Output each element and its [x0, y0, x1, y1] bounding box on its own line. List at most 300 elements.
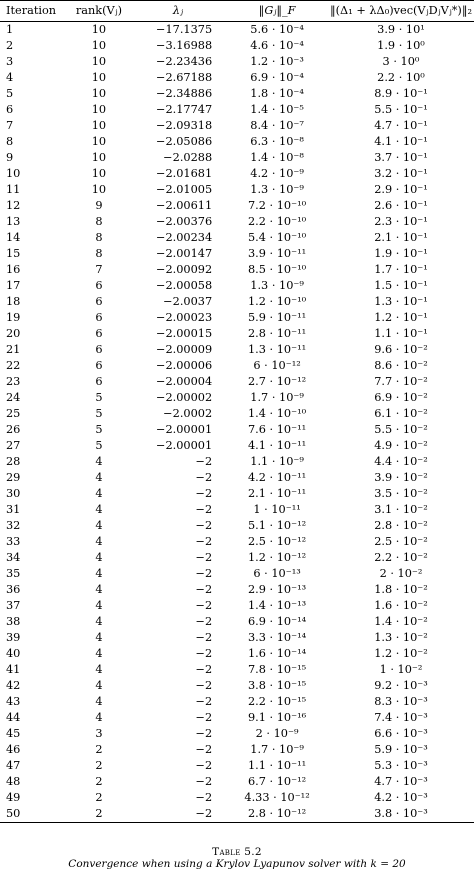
residual-norm-cell: 1.5 · 10⁻¹: [374, 279, 428, 292]
iteration-cell: 30: [6, 487, 21, 500]
g-norm-cell: 6.7 · 10⁻¹²: [248, 775, 307, 788]
lambda-cell: −2.0002: [163, 407, 213, 420]
table-row: [0, 310, 474, 326]
table-row: [0, 246, 474, 262]
lambda-cell: −2.00002: [155, 391, 213, 404]
residual-norm-cell: 3.8 · 10⁻³: [328, 806, 474, 823]
table-row: [0, 662, 474, 678]
iteration-cell: 31: [6, 503, 21, 516]
rank-cell: 4: [95, 567, 103, 580]
lambda-cell: −2.00611: [155, 199, 213, 212]
g-norm-cell: 1 · 10⁻¹¹: [253, 503, 301, 516]
table-caption-text: Convergence when using a Krylov Lyapunov solver with k = 20: [68, 858, 406, 870]
g-norm-cell: 6.9 · 10⁻¹⁴: [248, 615, 307, 628]
rank-cell: 4: [95, 599, 103, 612]
table-row: [0, 54, 474, 70]
table-row: [0, 534, 474, 550]
residual-norm-cell: 4.2 · 10⁻³: [374, 791, 428, 804]
lambda-cell: −2.00234: [155, 231, 213, 244]
lambda-cell: −2: [195, 711, 213, 724]
lambda-cell: −2: [195, 647, 213, 660]
table-row: [0, 374, 474, 390]
table-row: [0, 182, 474, 198]
residual-norm-cell: 3.1 · 10⁻²: [374, 503, 428, 516]
lambda-cell: −2.00015: [155, 327, 213, 340]
lambda-cell: −2: [195, 791, 213, 804]
iteration-cell: 6: [6, 103, 14, 116]
table-row: [0, 406, 474, 422]
iteration-cell: 23: [6, 375, 21, 388]
table-row: [0, 230, 474, 246]
iteration-cell: 18: [6, 295, 21, 308]
table-row: [0, 566, 474, 582]
table-row: [0, 518, 474, 534]
rank-cell: 10: [91, 119, 107, 132]
g-norm-cell: 5.1 · 10⁻¹²: [248, 519, 307, 532]
table-row: [0, 694, 474, 710]
iteration-cell: 2: [6, 39, 14, 52]
lambda-cell: −2.09318: [155, 119, 213, 132]
lambda-cell: −2: [195, 487, 213, 500]
iteration-cell: 26: [6, 423, 21, 436]
g-norm-cell: 2.2 · 10⁻¹⁵: [248, 695, 307, 708]
rank-cell: 9: [95, 199, 103, 212]
iteration-cell: 29: [6, 471, 21, 484]
iteration-cell: 1: [6, 23, 14, 36]
g-norm-cell: 8.5 · 10⁻¹⁰: [248, 263, 307, 276]
rank-cell: 4: [95, 503, 103, 516]
iteration-cell: 41: [6, 663, 21, 676]
rank-cell: 10: [91, 135, 107, 148]
g-norm-cell: 7.8 · 10⁻¹⁵: [248, 663, 307, 676]
iteration-cell: 44: [6, 711, 21, 724]
lambda-cell: −2.05086: [155, 135, 213, 148]
rank-cell: 6: [95, 375, 103, 388]
table-row: [0, 646, 474, 662]
header-g-norm: ‖Gⱼ‖_F: [226, 1, 328, 22]
header-residual-norm: ‖(Δ₁ + λΔ₀)vec(VⱼDⱼVⱼ*)‖₂: [328, 1, 474, 22]
g-norm-cell: 1.7 · 10⁻⁹: [250, 743, 304, 756]
rank-cell: 3: [95, 727, 103, 740]
residual-norm-cell: 2.6 · 10⁻¹: [374, 199, 428, 212]
g-norm-cell: 2.7 · 10⁻¹²: [248, 375, 307, 388]
iteration-cell: 40: [6, 647, 21, 660]
table-row: [0, 118, 474, 134]
table-row: [0, 470, 474, 486]
lambda-cell: −2: [195, 615, 213, 628]
lambda-cell: −2: [195, 743, 213, 756]
iteration-cell: 32: [6, 519, 21, 532]
g-norm-cell: 5.9 · 10⁻¹¹: [248, 311, 307, 324]
rank-cell: 10: [91, 103, 107, 116]
g-norm-cell: 1.4 · 10⁻⁸: [250, 151, 304, 164]
rank-cell: 6: [95, 295, 103, 308]
header-rank: rank(Vⱼ): [68, 1, 130, 22]
rank-cell: 6: [95, 343, 103, 356]
iteration-cell: 42: [6, 679, 21, 692]
lambda-cell: −2: [195, 663, 213, 676]
iteration-cell: 35: [6, 567, 21, 580]
table-row: [0, 454, 474, 470]
lambda-cell: −2.00023: [155, 311, 213, 324]
iteration-cell: 10: [6, 167, 21, 180]
iteration-cell: 43: [6, 695, 21, 708]
rank-cell: 2: [95, 775, 103, 788]
iteration-cell: 19: [6, 311, 21, 324]
table-row: [0, 262, 474, 278]
residual-norm-cell: 1 · 10⁻²: [379, 663, 423, 676]
rank-cell: 4: [95, 695, 103, 708]
residual-norm-cell: 1.8 · 10⁻²: [374, 583, 428, 596]
rank-cell: 6: [95, 359, 103, 372]
table-row: [0, 486, 474, 502]
g-norm-cell: 3.8 · 10⁻¹⁵: [248, 679, 307, 692]
rank-cell: 4: [95, 647, 103, 660]
residual-norm-cell: 6.9 · 10⁻²: [374, 391, 428, 404]
table-row: [0, 438, 474, 454]
residual-norm-cell: 1.4 · 10⁻²: [374, 615, 428, 628]
lambda-cell: −2.0288: [163, 151, 213, 164]
table-row: [0, 102, 474, 118]
lambda-cell: −2: [195, 599, 213, 612]
residual-norm-cell: 4.7 · 10⁻¹: [374, 119, 428, 132]
rank-cell: 4: [95, 455, 103, 468]
rank-cell: 6: [95, 327, 103, 340]
iteration-cell: 37: [6, 599, 21, 612]
residual-norm-cell: 1.2 · 10⁻¹: [374, 311, 428, 324]
iteration-cell: 14: [6, 231, 21, 244]
header-row: [0, 1, 474, 22]
residual-norm-cell: 4.7 · 10⁻³: [374, 775, 428, 788]
table-row: [0, 166, 474, 182]
g-norm-cell: 1.4 · 10⁻⁵: [250, 103, 304, 116]
g-norm-cell: 2.2 · 10⁻¹⁰: [248, 215, 307, 228]
residual-norm-cell: 8.9 · 10⁻¹: [374, 87, 428, 100]
lambda-cell: −2.00058: [155, 279, 213, 292]
g-norm-cell: 3.9 · 10⁻¹¹: [248, 247, 307, 260]
g-norm-cell: 1.4 · 10⁻¹³: [248, 599, 307, 612]
lambda-cell: −2.00001: [155, 423, 213, 436]
table-row: [0, 790, 474, 806]
g-norm-cell: 5.6 · 10⁻⁴: [250, 23, 304, 36]
residual-norm-cell: 6.1 · 10⁻²: [374, 407, 428, 420]
residual-norm-cell: 4.4 · 10⁻²: [374, 455, 428, 468]
iteration-cell: 22: [6, 359, 21, 372]
lambda-cell: −2.00092: [155, 263, 213, 276]
rank-cell: 10: [91, 55, 107, 68]
table-row: [0, 422, 474, 438]
residual-norm-cell: 1.3 · 10⁻¹: [374, 295, 428, 308]
rank-cell: 8: [95, 215, 103, 228]
g-norm-cell: 1.3 · 10⁻⁹: [250, 183, 304, 196]
table-row: [0, 342, 474, 358]
lambda-cell: −2: [195, 551, 213, 564]
g-norm-cell: 6 · 10⁻¹³: [253, 567, 301, 580]
lambda-cell: −2.67188: [155, 71, 213, 84]
header-iteration: Iteration: [0, 1, 68, 22]
iteration-cell: 27: [6, 439, 21, 452]
residual-norm-cell: 4.1 · 10⁻¹: [374, 135, 428, 148]
iteration-cell: 24: [6, 391, 21, 404]
g-norm-cell: 1.4 · 10⁻¹⁰: [248, 407, 307, 420]
residual-norm-cell: 3.9 · 10¹: [377, 23, 425, 36]
g-norm-cell: 1.2 · 10⁻¹²: [248, 551, 307, 564]
g-norm-cell: 4.6 · 10⁻⁴: [250, 39, 304, 52]
g-norm-cell: 4.2 · 10⁻⁹: [250, 167, 304, 180]
table-row: [0, 774, 474, 790]
residual-norm-cell: 1.1 · 10⁻¹: [374, 327, 428, 340]
residual-norm-cell: 6.6 · 10⁻³: [374, 727, 428, 740]
rank-cell: 4: [95, 631, 103, 644]
residual-norm-cell: 3.9 · 10⁻²: [374, 471, 428, 484]
residual-norm-cell: 9.6 · 10⁻²: [374, 343, 428, 356]
iteration-cell: 11: [6, 183, 21, 196]
iteration-cell: 15: [6, 247, 21, 260]
iteration-cell: 4: [6, 71, 14, 84]
g-norm-cell: 2.8 · 10⁻¹¹: [248, 327, 307, 340]
rank-cell: 2: [95, 759, 103, 772]
rank-cell: 10: [91, 167, 107, 180]
table-row: [0, 806, 474, 823]
table-row: [0, 86, 474, 102]
iteration-cell: 25: [6, 407, 21, 420]
lambda-cell: −2: [130, 806, 226, 823]
lambda-cell: −2.34886: [155, 87, 213, 100]
rank-cell: 4: [95, 615, 103, 628]
residual-norm-cell: 5.5 · 10⁻¹: [374, 103, 428, 116]
g-norm-cell: 8.4 · 10⁻⁷: [250, 119, 304, 132]
iteration-cell: 49: [6, 791, 21, 804]
table-row: [0, 294, 474, 310]
residual-norm-cell: 4.9 · 10⁻²: [374, 439, 428, 452]
lambda-cell: −2: [195, 695, 213, 708]
lambda-cell: −2: [195, 455, 213, 468]
residual-norm-cell: 2.5 · 10⁻²: [374, 535, 428, 548]
table-row: [0, 758, 474, 774]
lambda-cell: −2.0037: [163, 295, 213, 308]
rank-cell: 5: [95, 439, 103, 452]
rank-cell: 7: [95, 263, 103, 276]
table-row: [0, 38, 474, 54]
table-row: [0, 214, 474, 230]
rank-cell: 10: [91, 23, 107, 36]
g-norm-cell: 4.2 · 10⁻¹¹: [248, 471, 307, 484]
rank-cell: 10: [91, 71, 107, 84]
lambda-cell: −2.17747: [155, 103, 213, 116]
residual-norm-cell: 1.9 · 10⁰: [377, 39, 425, 52]
lambda-cell: −2: [195, 583, 213, 596]
rank-cell: 10: [91, 39, 107, 52]
table-row: [0, 278, 474, 294]
rank-cell: 4: [95, 487, 103, 500]
iteration-cell: 3: [6, 55, 14, 68]
g-norm-cell: 2.8 · 10⁻¹²: [226, 806, 328, 823]
table-row: [0, 614, 474, 630]
lambda-cell: −2.01681: [155, 167, 213, 180]
lambda-cell: −2: [195, 519, 213, 532]
iteration-cell: 47: [6, 759, 21, 772]
lambda-cell: −2: [195, 631, 213, 644]
g-norm-cell: 6 · 10⁻¹²: [253, 359, 301, 372]
table-row: [0, 678, 474, 694]
rank-cell: 2: [68, 806, 130, 823]
table-row: [0, 598, 474, 614]
iteration-cell: 8: [6, 135, 14, 148]
table-row: [0, 134, 474, 150]
g-norm-cell: 2.5 · 10⁻¹²: [248, 535, 307, 548]
lambda-cell: −2: [195, 535, 213, 548]
rank-cell: 10: [91, 151, 107, 164]
g-norm-cell: 1.8 · 10⁻⁴: [250, 87, 304, 100]
residual-norm-cell: 3.5 · 10⁻²: [374, 487, 428, 500]
g-norm-cell: 3.3 · 10⁻¹⁴: [248, 631, 307, 644]
rank-cell: 6: [95, 311, 103, 324]
table-row: [0, 358, 474, 374]
iteration-cell: 45: [6, 727, 21, 740]
iteration-cell: 39: [6, 631, 21, 644]
g-norm-cell: 1.3 · 10⁻¹¹: [248, 343, 307, 356]
iteration-cell: 34: [6, 551, 21, 564]
lambda-cell: −17.1375: [155, 23, 213, 36]
table-row: [0, 550, 474, 566]
g-norm-cell: 6.3 · 10⁻⁸: [250, 135, 304, 148]
iteration-cell: 16: [6, 263, 21, 276]
residual-norm-cell: 2.2 · 10⁻²: [374, 551, 428, 564]
residual-norm-cell: 1.7 · 10⁻¹: [374, 263, 428, 276]
g-norm-cell: 1.1 · 10⁻¹¹: [248, 759, 307, 772]
rank-cell: 5: [95, 423, 103, 436]
lambda-cell: −2.00376: [155, 215, 213, 228]
table-row: [0, 502, 474, 518]
residual-norm-cell: 3.7 · 10⁻¹: [374, 151, 428, 164]
rank-cell: 5: [95, 391, 103, 404]
lambda-cell: −2: [195, 471, 213, 484]
g-norm-cell: 5.4 · 10⁻¹⁰: [248, 231, 307, 244]
g-norm-cell: 7.2 · 10⁻¹⁰: [248, 199, 307, 212]
rank-cell: 2: [95, 791, 103, 804]
iteration-cell: 50: [0, 806, 68, 823]
lambda-cell: −2: [195, 775, 213, 788]
lambda-cell: −2.01005: [155, 183, 213, 196]
rank-cell: 4: [95, 471, 103, 484]
rank-cell: 6: [95, 279, 103, 292]
residual-norm-cell: 9.2 · 10⁻³: [374, 679, 428, 692]
g-norm-cell: 1.1 · 10⁻⁹: [250, 455, 304, 468]
g-norm-cell: 2 · 10⁻⁹: [255, 727, 299, 740]
table-row: [0, 582, 474, 598]
residual-norm-cell: 3.2 · 10⁻¹: [374, 167, 428, 180]
g-norm-cell: 1.2 · 10⁻¹⁰: [248, 295, 307, 308]
table-row: [0, 742, 474, 758]
residual-norm-cell: 5.9 · 10⁻³: [374, 743, 428, 756]
g-norm-cell: 1.6 · 10⁻¹⁴: [248, 647, 307, 660]
residual-norm-cell: 5.3 · 10⁻³: [374, 759, 428, 772]
table-row: [0, 22, 474, 39]
table-row: [0, 630, 474, 646]
residual-norm-cell: 1.2 · 10⁻²: [374, 647, 428, 660]
residual-norm-cell: 5.5 · 10⁻²: [374, 423, 428, 436]
g-norm-cell: 6.9 · 10⁻⁴: [250, 71, 304, 84]
residual-norm-cell: 3 · 10⁰: [382, 55, 420, 68]
residual-norm-cell: 7.7 · 10⁻²: [374, 375, 428, 388]
iteration-cell: 28: [6, 455, 21, 468]
g-norm-cell: 2.1 · 10⁻¹¹: [248, 487, 307, 500]
rank-cell: 10: [91, 183, 107, 196]
g-norm-cell: 2.9 · 10⁻¹³: [248, 583, 307, 596]
g-norm-cell: 1.7 · 10⁻⁹: [250, 391, 304, 404]
residual-norm-cell: 1.9 · 10⁻¹: [374, 247, 428, 260]
table-row: [0, 390, 474, 406]
g-norm-cell: 4.33 · 10⁻¹²: [244, 791, 310, 804]
g-norm-cell: 9.1 · 10⁻¹⁶: [248, 711, 307, 724]
table-row: [0, 726, 474, 742]
lambda-cell: −3.16988: [155, 39, 213, 52]
iteration-cell: 13: [6, 215, 21, 228]
iteration-cell: 20: [6, 327, 21, 340]
lambda-cell: −2.00009: [155, 343, 213, 356]
iteration-cell: 46: [6, 743, 21, 756]
table-row: [0, 710, 474, 726]
rank-cell: 4: [95, 551, 103, 564]
iteration-cell: 17: [6, 279, 21, 292]
rank-cell: 10: [91, 87, 107, 100]
iteration-cell: 21: [6, 343, 21, 356]
iteration-cell: 48: [6, 775, 21, 788]
iteration-cell: 38: [6, 615, 21, 628]
lambda-cell: −2.23436: [155, 55, 213, 68]
table-caption-label: Table 5.2: [212, 846, 262, 858]
table-row: [0, 150, 474, 166]
rank-cell: 5: [95, 407, 103, 420]
residual-norm-cell: 1.3 · 10⁻²: [374, 631, 428, 644]
g-norm-cell: 1.2 · 10⁻³: [250, 55, 304, 68]
residual-norm-cell: 2.1 · 10⁻¹: [374, 231, 428, 244]
lambda-cell: −2: [195, 727, 213, 740]
lambda-cell: −2: [195, 759, 213, 772]
residual-norm-cell: 1.6 · 10⁻²: [374, 599, 428, 612]
rank-cell: 4: [95, 663, 103, 676]
g-norm-cell: 7.6 · 10⁻¹¹: [248, 423, 307, 436]
iteration-cell: 5: [6, 87, 14, 100]
residual-norm-cell: 2.8 · 10⁻²: [374, 519, 428, 532]
lambda-cell: −2.00001: [155, 439, 213, 452]
residual-norm-cell: 2 · 10⁻²: [379, 567, 423, 580]
rank-cell: 2: [95, 743, 103, 756]
iteration-cell: 33: [6, 535, 21, 548]
iteration-cell: 36: [6, 583, 21, 596]
table-row: [0, 70, 474, 86]
lambda-cell: −2.00004: [155, 375, 213, 388]
residual-norm-cell: 2.3 · 10⁻¹: [374, 215, 428, 228]
rank-cell: 4: [95, 535, 103, 548]
lambda-cell: −2.00147: [155, 247, 213, 260]
residual-norm-cell: 8.6 · 10⁻²: [374, 359, 428, 372]
lambda-cell: −2: [195, 679, 213, 692]
iteration-cell: 7: [6, 119, 14, 132]
rank-cell: 4: [95, 679, 103, 692]
rank-cell: 4: [95, 711, 103, 724]
rank-cell: 4: [95, 519, 103, 532]
g-norm-cell: 1.3 · 10⁻⁹: [250, 279, 304, 292]
g-norm-cell: 4.1 · 10⁻¹¹: [248, 439, 307, 452]
residual-norm-cell: 8.3 · 10⁻³: [374, 695, 428, 708]
rank-cell: 8: [95, 247, 103, 260]
residual-norm-cell: 7.4 · 10⁻³: [374, 711, 428, 724]
residual-norm-cell: 2.9 · 10⁻¹: [374, 183, 428, 196]
rank-cell: 4: [95, 583, 103, 596]
lambda-cell: −2: [195, 567, 213, 580]
lambda-cell: −2: [195, 503, 213, 516]
